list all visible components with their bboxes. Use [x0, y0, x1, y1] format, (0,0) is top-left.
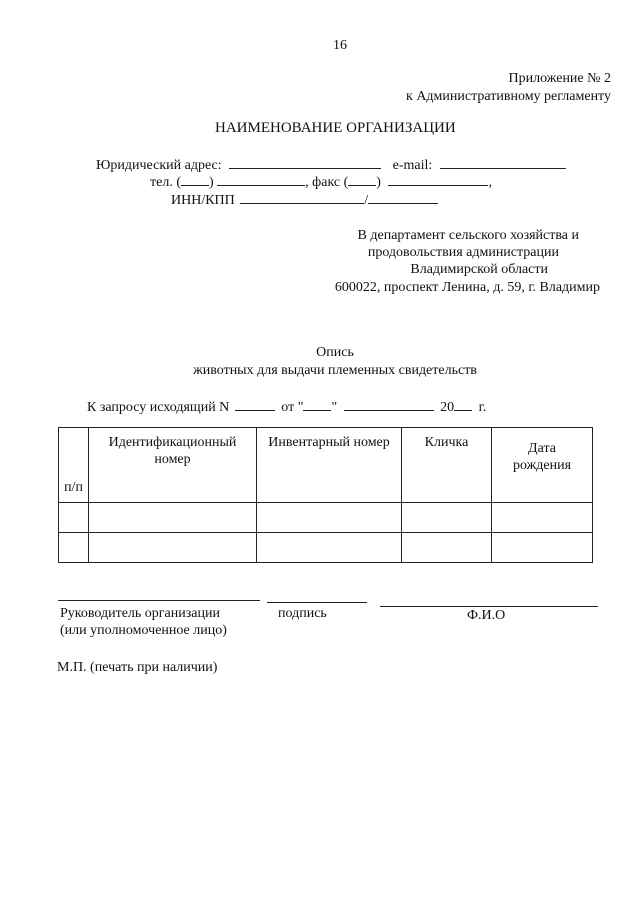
request-from-label: от " [281, 400, 304, 415]
table-cell[interactable] [492, 503, 593, 533]
column-header-nickname: Кличка [402, 428, 492, 503]
inn-blank[interactable] [240, 190, 364, 204]
document-subtitle: животных для выдачи племенных свидетельств [193, 363, 477, 378]
signature-fio-line[interactable] [380, 606, 598, 607]
request-quote: " [331, 400, 338, 415]
phone-label: тел. ( [150, 175, 181, 190]
column-header-inventory-number: Инвентарный номер [257, 428, 402, 503]
recipient-line-3: Владимирской области [410, 262, 548, 277]
fax-paren: ) [376, 175, 381, 190]
fax-comma: , [488, 175, 492, 190]
table-row [59, 503, 593, 533]
page-number: 16 [333, 38, 347, 53]
table-cell[interactable] [492, 533, 593, 563]
table-cell[interactable] [89, 503, 257, 533]
recipient-line-2: продовольствия администрации [367, 245, 559, 260]
table-row [59, 533, 593, 563]
table-cell[interactable] [89, 533, 257, 563]
email-label: e-mail: [392, 158, 433, 173]
column-header-id-number: Идентификационный номер [89, 428, 257, 503]
request-number-blank[interactable] [235, 397, 275, 411]
inn-kpp-row [171, 190, 438, 209]
signature-fio-label: Ф.И.О [467, 608, 506, 623]
recipient-line-1: В департамент сельского хозяйства и [357, 228, 579, 243]
column-header-birth-date: Дата рождения [492, 428, 593, 503]
phone-fax-row [150, 172, 492, 191]
signature-head-line[interactable] [58, 600, 260, 601]
request-day-blank[interactable] [303, 397, 331, 411]
organization-name-heading: НАИМЕНОВАНИЕ ОРГАНИЗАЦИИ [215, 120, 456, 136]
animals-table [58, 427, 593, 563]
table-cell[interactable] [402, 503, 492, 533]
signature-sign-line[interactable] [267, 602, 367, 603]
request-label: К запросу исходящий N [87, 400, 230, 415]
document-title: Опись [316, 345, 354, 360]
request-year-label: 20 [440, 400, 455, 415]
phone-number-blank[interactable] [217, 172, 305, 186]
request-row [87, 397, 486, 416]
request-year-suffix: г. [478, 400, 487, 415]
fax-label: , факс ( [305, 175, 349, 190]
request-month-blank[interactable] [344, 397, 434, 411]
stamp-label: М.П. (печать при наличии) [57, 660, 218, 675]
phone-paren: ) [208, 175, 214, 190]
email-blank[interactable] [440, 155, 566, 169]
recipient-line-4: 600022, проспект Ленина, д. 59, г. Владимир [334, 280, 600, 295]
signature-sign-label: подпись [278, 606, 327, 621]
table-cell[interactable] [402, 533, 492, 563]
phone-code-blank[interactable] [181, 172, 209, 186]
column-header-number: п/п [59, 428, 89, 503]
annex-line-2: к Административному регламенту [406, 89, 611, 104]
annex-line-1: Приложение № 2 [508, 71, 611, 86]
signature-head-alt-label: (или уполномоченное лицо) [60, 623, 227, 638]
fax-number-blank[interactable] [388, 172, 488, 186]
request-year-blank[interactable] [454, 397, 472, 411]
legal-address-label: Юридический адрес: [96, 158, 222, 173]
legal-address-blank[interactable] [229, 155, 381, 169]
table-cell[interactable] [257, 533, 402, 563]
table-cell[interactable] [59, 503, 89, 533]
inn-kpp-slash: / [364, 193, 369, 208]
table-cell[interactable] [257, 503, 402, 533]
inn-kpp-label: ИНН/КПП [171, 193, 235, 208]
table-header-row [59, 428, 593, 503]
fax-code-blank[interactable] [348, 172, 376, 186]
signature-head-label: Руководитель организации [60, 606, 220, 621]
kpp-blank[interactable] [368, 190, 438, 204]
table-cell[interactable] [59, 533, 89, 563]
